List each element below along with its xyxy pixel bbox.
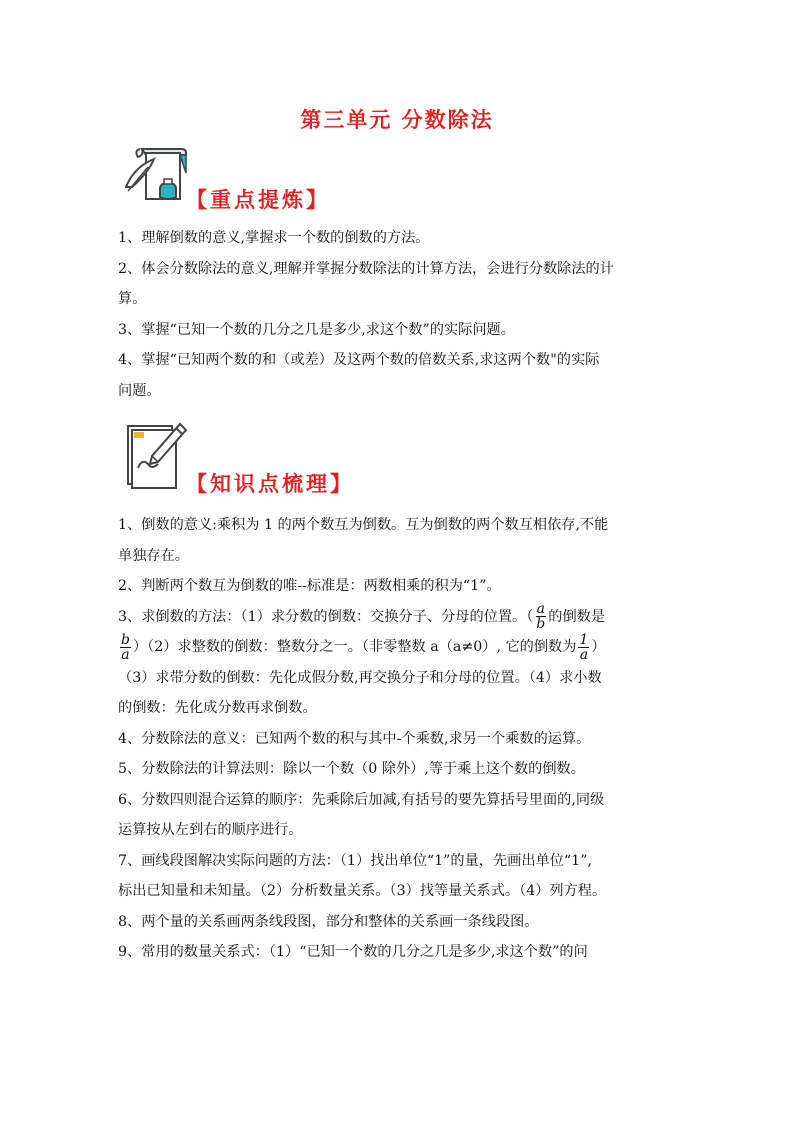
list-item: 运算按从左到右的顺序进行。 — [118, 822, 303, 838]
list-item: 1、理解倒数的意义,掌握求一个数的倒数的方法。 — [118, 230, 430, 246]
list-item: 2、判断两个数互为倒数的唯--标准是：两数相乘的积为“1”。 — [118, 578, 501, 594]
list-item: 3、掌握“已知一个数的几分之几是多少,求这个数”的实际问题。 — [118, 321, 515, 338]
list-item: 1、倒数的意义:乘积为 1 的两个数互为倒数。互为倒数的两个数互相依存,不能 — [118, 517, 609, 533]
fraction-b-over-a: $\frac{b}{a}$ — [121, 631, 130, 663]
list-item: 问题。 — [118, 382, 161, 399]
knowledge-list — [118, 510, 684, 968]
list-item: 标出已知量和未知量。（2）分析数量关系。（3）找等量关系式。（4）列方程。 — [118, 883, 607, 899]
key-points-list — [118, 223, 684, 406]
list-item: 4、掌握“已知两个数的和（或差）及这两个数的倍数关系,求这两个数"的实际 — [118, 352, 600, 368]
list-item: 6、分数四则混合运算的顺序：先乘除后加减,有括号的要先算括号里面的,同级 — [118, 791, 605, 808]
list-item: 2、体会分数除法的意义,理解并掌握分数除法的计算方法，会进行分数除法的计 — [118, 260, 614, 277]
list-item: 算。 — [118, 291, 147, 307]
list-item: （3）求带分数的倒数：先化成假分数,再交换分子和分母的位置。（4）求小数 — [118, 669, 602, 686]
list-item — [118, 602, 684, 633]
list-item-text: 的倒数是 — [548, 608, 606, 625]
page-title: 第三单元 分数除法 — [300, 107, 494, 132]
list-item-text: ） — [591, 639, 606, 655]
list-item-text: 3、求倒数的方法：（1）求分数的倒数：交换分子、分母的位置。（ — [118, 608, 534, 625]
section-heading-key-points: 【重点提炼】 — [186, 187, 330, 212]
list-item — [118, 632, 684, 663]
list-item: 8、两个量的关系画两条线段图，部分和整体的关系画一条线段图。 — [118, 913, 539, 930]
fraction-a-over-b: $\frac{a}{b}$ — [536, 601, 546, 632]
notepad-pencil-icon — [122, 418, 190, 494]
list-item: 9、常用的数量关系式：（1）“已知一个数的几分之几是多少,求这个数”的问 — [118, 944, 588, 960]
list-item-text: ）（2）求整数的倒数：整数分之一。（非零整数 a（a≠0）, 它的倒数为 — [132, 639, 577, 655]
section-heading-knowledge: 【知识点梳理】 — [186, 471, 354, 496]
fraction-1-over-a: $\frac{1}{a}$ — [579, 631, 589, 663]
scroll-quill-icon — [120, 141, 192, 209]
list-item: 的倒数：先化成分数再求倒数。 — [118, 700, 317, 716]
list-item: 7、画线段图解决实际问题的方法：（1）找出单位“1”的量，先画出单位“1”, — [118, 852, 592, 869]
list-item: 单独存在。 — [118, 547, 189, 564]
list-item: 4、分数除法的意义：已知两个数的积与其中-个乘数,求另一个乘数的运算。 — [118, 730, 591, 747]
list-item: 5、分数除法的计算法则：除以一个数（0 除外）,等于乘上这个数的倒数。 — [118, 761, 585, 777]
